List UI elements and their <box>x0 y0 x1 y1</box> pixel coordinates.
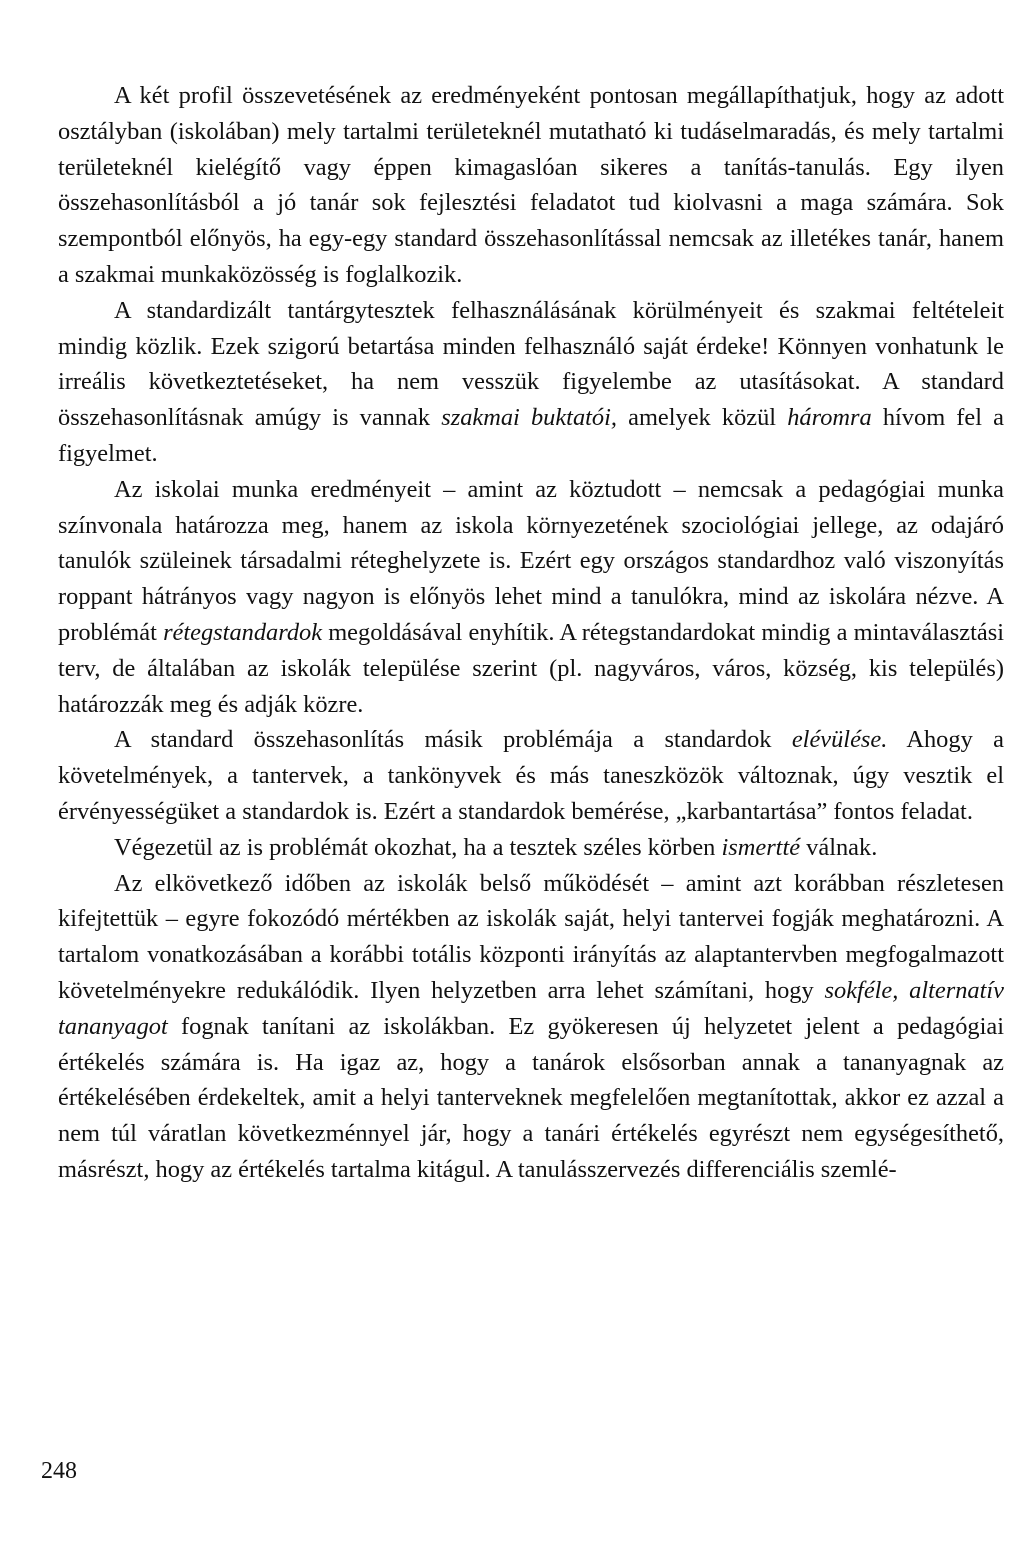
paragraph-6 <box>58 866 1004 1188</box>
paragraph-2-text-a: A standardizált tantárgytesztek felhasználásának körülményeit és szakmai feltételeit mindig közlik. Ezek szigorú betartása minden felhasználó saját érdeke! Könnyen vonhatunk le irreális következtetéseket, ha nem vesszük figyelembe az utasításokat. A standard összehasonlításnak amúgy is vannak <box>58 296 1004 432</box>
paragraph-4 <box>58 722 1004 829</box>
page-number: 248 <box>41 1458 77 1484</box>
paragraph-2-italic-b: háromra <box>787 404 872 432</box>
paragraph-2-text-b: amelyek közül <box>617 404 788 432</box>
paragraph-3 <box>58 472 1004 723</box>
paragraph-5-text-b: válnak. <box>800 833 878 861</box>
paragraph-5 <box>58 830 1004 866</box>
paragraph-6-text-b: fognak tanítani az iskolákban. Ez gyökeresen új helyzetet jelent a pedagógiai értékelés számára is. Ha igaz az, hogy a tanárok elsősorban annak a tananyagnak az értékelésében érdekeltek, amit a helyi tanterveknek megfelelően megtanítottak, akkor ez azzal a nem túl váratlan következménnyel jár, hogy a tanári értékelés egyrészt nem egységesíthető, másrészt, hogy az értékelés tartalma kitágul. A tanulásszervezés differenciális szemlé- <box>58 1012 1004 1183</box>
paragraph-6-text-a: Az elkövetkező időben az iskolák belső működését – amint azt korábban részletesen kifejtettük – egyre fokozódó mértékben az iskolák saját, helyi tantervei fogják meghatározni. A tartalom vonatkozásában a korábbi totális központi irányítás az alaptantervben megfogalmazott követelményekre redukálódik. Ilyen helyzetben arra lehet számítani, hogy <box>58 869 1004 1004</box>
paragraph-2 <box>58 293 1004 472</box>
paragraph-1-text: A két profil összevetésének az eredményeként pontosan megállapíthatjuk, hogy az adott osztályban (iskolában) mely tartalmi területeknél mutatható ki tudáselmaradás, és mely tartalmi területeknél kielégítő vagy éppen kimagaslóan sikeres a tanítás-tanulás. Egy ilyen összehasonlításból a jó tanár sok fejlesztési feladatot tud kiolvasni a maga számára. Sok szempontból előnyös, ha egy-egy standard összehasonlítással nemcsak az illetékes tanár, hanem a szakmai munkaközösség is foglalkozik. <box>58 82 1004 288</box>
paragraph-4-text-b: Ahogy a követelmények, a tantervek, a tankönyvek és más taneszközök változnak, úgy vesztik el érvényességüket a standardok is. Ezért a standardok bemérése, „karbantartása” fontos feladat. <box>58 726 1004 825</box>
paragraph-4-italic: elévülése. <box>791 726 888 754</box>
paragraph-6-italic: sokféle, alternatív tananyagot <box>58 976 1005 1040</box>
paragraph-5-italic: ismertté <box>721 833 801 861</box>
paragraph-3-text-a: Az iskolai munka eredményeit – amint az köztudott – nemcsak a pedagógiai munka színvonala határozza meg, hanem az iskola környezetének szociológiai jellege, az odajáró tanulók szüleinek társadalmi réteghelyzete is. Ezért egy országos standardhoz való viszonyítás roppant hátrányos vagy nagyon is előnyös lehet mind a tanulókra, mind az iskolára nézve. A problémát <box>58 475 1004 646</box>
paragraph-3-text-b: megoldásával enyhítik. A rétegstandardokat mindig a mintaválasztási terv, de általában az iskolák települése szerint (pl. nagyváros, város, község, kis település) határozzák meg és adják közre. <box>58 618 1004 718</box>
page-body <box>58 78 1004 1188</box>
paragraph-4-text-a: A standard összehasonlítás másik problémája a standardok <box>114 726 792 754</box>
paragraph-3-italic: rétegstandardok <box>163 618 323 646</box>
paragraph-5-text-a: Végezetül az is problémát okozhat, ha a tesztek széles körben <box>114 833 722 861</box>
paragraph-1 <box>58 78 1004 293</box>
paragraph-2-text-c: hívom fel a figyelmet. <box>58 404 1004 467</box>
paragraph-2-italic-a: szakmai buktatói, <box>441 404 617 432</box>
